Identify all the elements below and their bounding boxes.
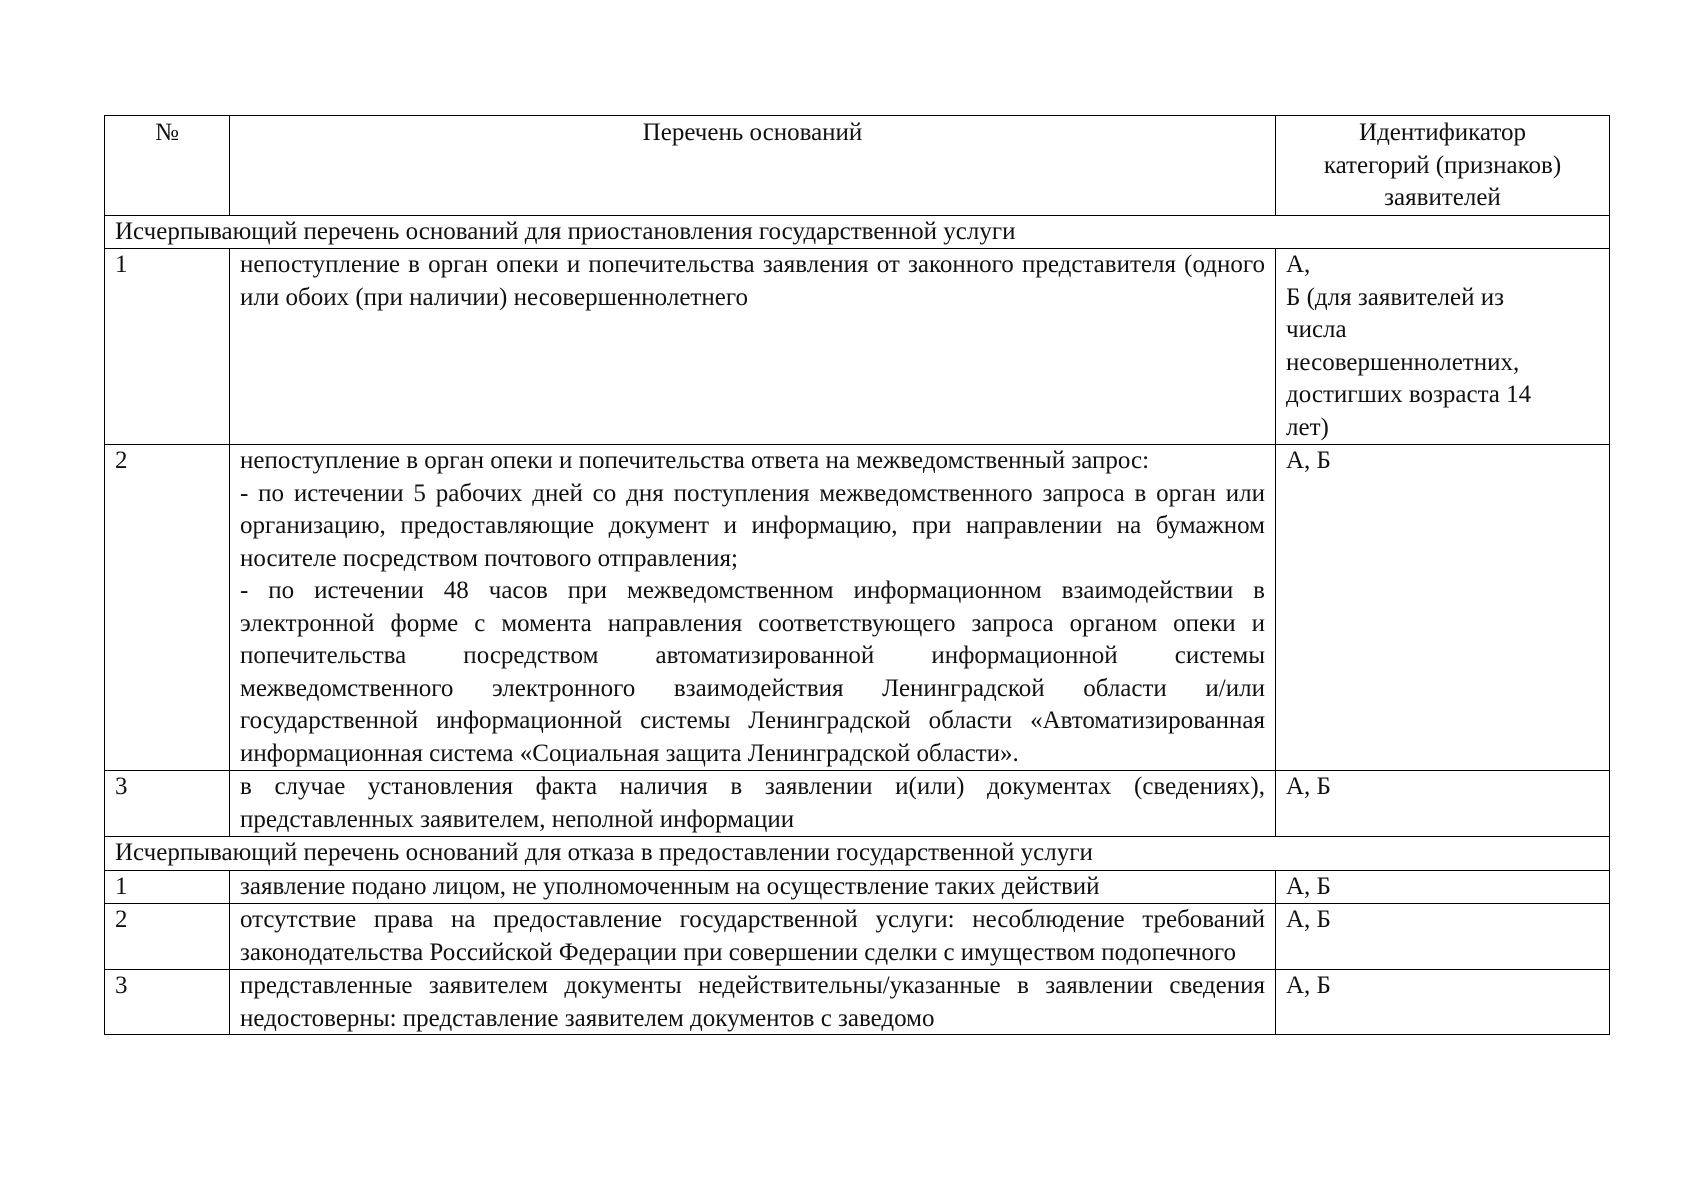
row-number: 3: [105, 970, 230, 1035]
identifier-cell: [1276, 771, 1610, 837]
reason-paragraph: в случае установления факта наличия в заявлении и(или) документах (сведениях), представленных заявителем, неполной информации: [240, 773, 1265, 833]
header-identifier-line: заявителей: [1384, 184, 1501, 211]
section-title-suspension: Исчерпывающий перечень оснований для приостановления государственной услуги: [105, 215, 1610, 249]
truncated-reason: [240, 970, 1265, 1034]
reason-paragraph: непоступление в орган опеки и попечительства ответа на межведомственный запрос:: [240, 447, 1150, 474]
identifier-line: А, Б: [1286, 872, 1331, 900]
reason-paragraph: - по истечении 5 рабочих дней со дня поступления межведомственного запроса в орган или организацию, предоставляющие документ и информацию, при направлении на бумажном носителе посредством почтового отправления;: [240, 479, 1265, 572]
row-number: 2: [105, 445, 230, 771]
identifier-line: лет): [1286, 413, 1329, 441]
identifier-line: Б (для заявителей из: [1286, 283, 1505, 311]
identifier-line: А, Б: [1286, 447, 1331, 474]
section-title-refusal: Исчерпывающий перечень оснований для отказа в предоставлении государственной услуги: [105, 837, 1610, 871]
reason-paragraph: заявление подано лицом, не уполномоченным на осуществление таких действий: [240, 872, 1100, 900]
identifier-line: несовершеннолетних,: [1286, 348, 1520, 376]
row-number: 1: [105, 870, 230, 904]
section-row-refusal: [105, 837, 1610, 871]
identifier-cell: [1276, 445, 1610, 771]
grounds-table: [104, 115, 1610, 1035]
reason-paragraph: представленные заявителем документы недействительны/указанные в заявлении сведения недостоверны: представление заявителем документов с заведомо: [240, 972, 1265, 1032]
reason-paragraph: непоступление в орган опеки и попечительства заявления от законного представителя (одного или обоих (при наличии) несовершеннолетнего: [240, 251, 1265, 311]
reason-paragraph: - по истечении 48 часов при межведомственном информационном взаимодействии в электронной форме с момента направления соответствующего запроса органом опеки и попечительства посредством автоматизированной информационной системы межведомственного электронного взаимодействия Ленинградской области и/или государственной информационной системы Ленинградской области «Автоматизированная информационная система «Социальная защита Ленинградской области».: [240, 577, 1265, 767]
reason-paragraph: отсутствие права на предоставление государственной услуги: несоблюдение требований законодательства Российской Федерации при совершении сделки с имуществом подопечного: [240, 906, 1265, 966]
row-number: 2: [105, 904, 230, 970]
reason-text: [230, 970, 1276, 1035]
identifier-cell: [1276, 904, 1610, 970]
reason-text: [230, 249, 1276, 445]
header-identifier: [1276, 116, 1610, 216]
identifier-cell: [1276, 249, 1610, 445]
identifier-cell: [1276, 970, 1610, 1035]
header-identifier-line: Идентификатор: [1359, 119, 1526, 146]
identifier-line: А, Б: [1286, 773, 1331, 800]
identifier-line: числа: [1286, 316, 1347, 343]
section-row-suspension: [105, 215, 1610, 249]
row-number: 1: [105, 249, 230, 445]
identifier-line: А, Б: [1286, 972, 1331, 999]
table-row: [105, 904, 1610, 970]
reason-text: [230, 870, 1276, 904]
header-identifier-line: категорий (признаков): [1323, 151, 1562, 179]
table-row: [105, 771, 1610, 837]
row-number: 3: [105, 771, 230, 837]
identifier-cell: [1276, 870, 1610, 904]
table-row: [105, 870, 1610, 904]
identifier-line: А, Б: [1286, 906, 1331, 933]
table-row: [105, 249, 1610, 445]
reason-text: [230, 771, 1276, 837]
identifier-line: А,: [1286, 251, 1311, 278]
identifier-line: достигших возраста 14: [1286, 381, 1532, 408]
table-row: [105, 970, 1610, 1035]
header-num: №: [105, 116, 230, 216]
header-reasons: Перечень оснований: [230, 116, 1276, 216]
table-row: [105, 445, 1610, 771]
header-row: [105, 116, 1610, 216]
reason-text: [230, 445, 1276, 771]
reason-text: [230, 904, 1276, 970]
